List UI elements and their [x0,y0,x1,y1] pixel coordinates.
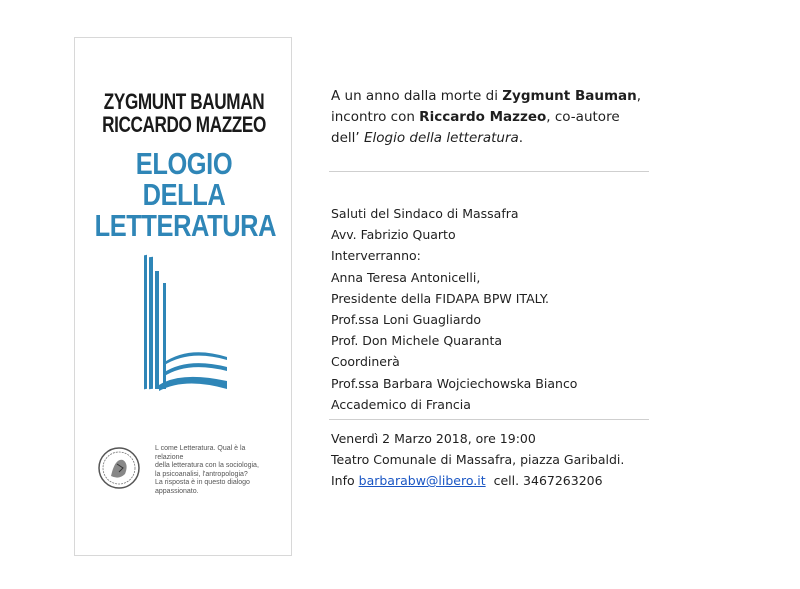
phone-number: cell. 3467263206 [485,473,603,488]
publisher-seal-icon [97,446,141,490]
blurb-line: appassionato. [155,487,199,495]
blurb-line: La risposta è in questo dialogo [155,479,250,486]
event-venue: Teatro Comunale di Massafra, piazza Garibaldi. [331,452,625,467]
book-title: Elogio della letteratura [363,130,519,146]
event-contact [331,470,624,491]
cover-blurb [155,445,265,496]
blurb-line: della letteratura con la sociologia, [155,462,259,469]
program-line: Prof. Don Michele Quaranta [331,333,503,349]
email-link[interactable]: barbarabw@libero.it [358,473,486,488]
divider [329,419,649,420]
cover-title [94,146,277,243]
cover-authors [99,90,269,136]
cover-author-1: ZYGMUNT BAUMAN [103,89,265,114]
info-label: Info [331,473,359,488]
program-line: Saluti del Sindaco di Massafra [331,206,519,221]
program-line: Accademico di Francia [331,396,471,412]
program-line: Prof.ssa Barbara Wojciechowska Bianco [331,375,578,391]
coauthor-name: Riccardo Mazzeo [419,109,547,125]
program-line: Interverranno: [331,248,421,264]
blurb-line: la psicoanalisi, l'antropologia? [155,470,248,478]
open-book-icon [141,253,231,393]
program-line: Coordinerà [331,354,400,370]
intro-text: , co-autore dell’ [331,109,620,146]
program-list [331,203,577,415]
cover-title-line-2: LETTERATURA [94,208,277,243]
program-line: Prof.ssa Loni Guagliardo [331,312,482,328]
program-line: Presidente della FIDAPA BPW ITALY. [331,290,549,306]
divider [329,171,649,172]
blurb-line: L come Letteratura. Qual è la relazione [155,445,246,461]
event-date: Venerdì 2 Marzo 2018, ore 19:00 [331,431,536,446]
program-line: Avv. Fabrizio Quarto [331,227,456,243]
book-cover [74,37,292,556]
cover-title-line-1: ELOGIO DELLA [135,146,233,212]
intro-paragraph [331,86,651,149]
intro-text: . [518,130,524,146]
author-name: Zygmunt Bauman [502,88,637,104]
intro-text: A un anno dalla morte di [331,88,503,104]
program-line: Anna Teresa Antonicelli, [331,269,481,285]
cover-author-2: RICCARDO MAZZEO [102,112,266,137]
announcement [331,86,651,149]
intro-text: , incontro con [331,88,642,125]
event-details [331,428,624,491]
